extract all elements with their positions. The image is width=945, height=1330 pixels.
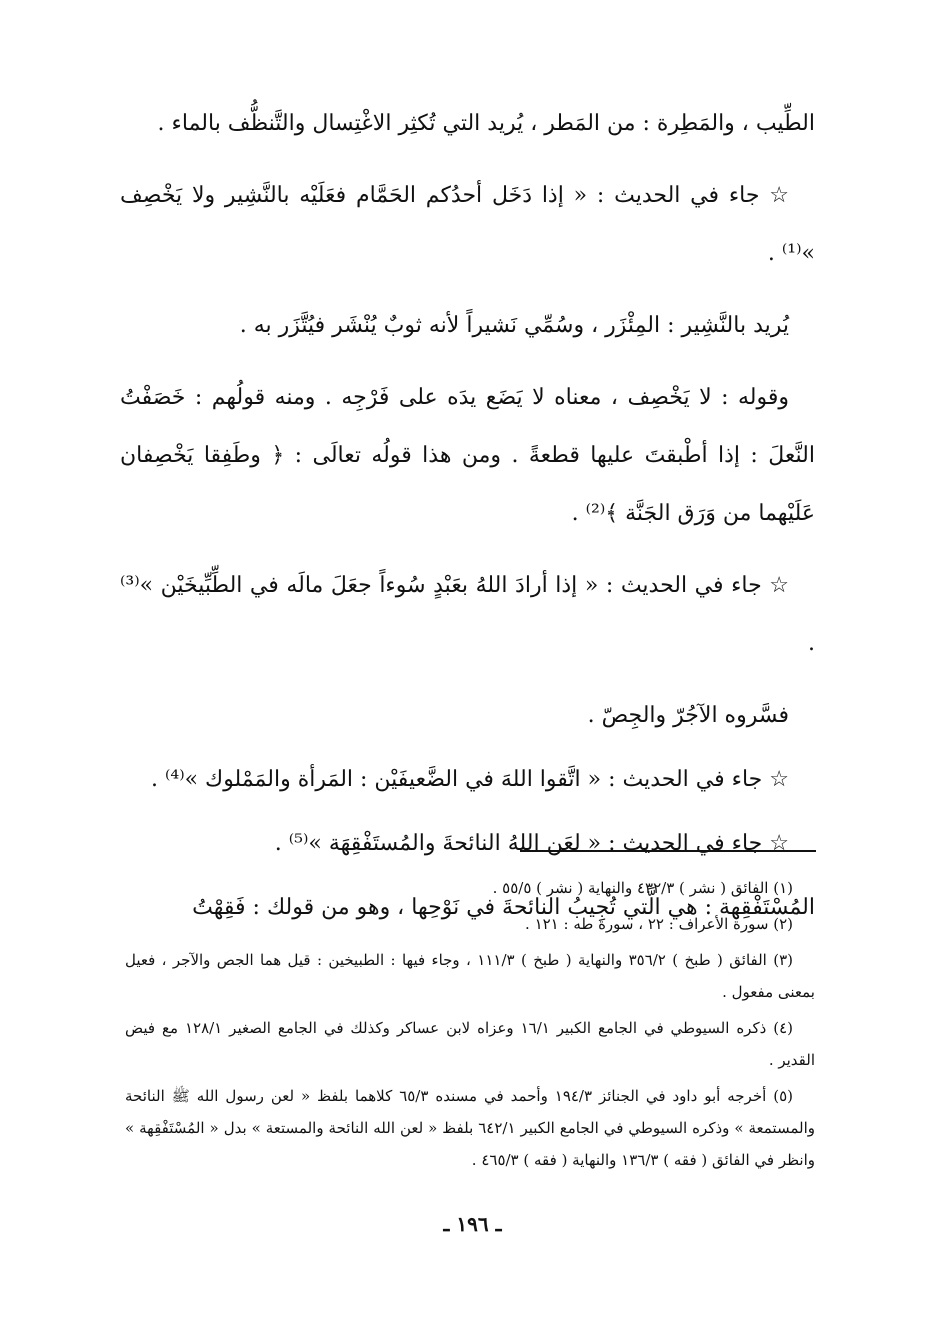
paragraph: يُريد بالنَّشِير : المِئْزَر ، وسُمِّي نَشيراً لأنه ثوبٌ يُنْشَر فيُتَّزَر به . <box>239 313 789 338</box>
footnote: (١) الفائق ( نشر ) ٤٣٢/٣ والنهاية ( نشر ) ٥٥/٥ . <box>492 879 793 897</box>
paragraph: ☆ جاء في الحديث : « إذا أرادَ اللهُ بعَبْدٍ سُوءاً جعَلَ مالَه في الطِّبِّيخَيْن »⁽³⁾ . <box>120 573 815 656</box>
paragraph: ☆ جاء في الحديث : « اتَّقوا اللهَ في الضَّعيفَيْن : المَرأة والمَمْلوك »⁽⁴⁾ . <box>150 767 789 792</box>
page-number: ـ ١٩٦ ـ <box>443 1212 502 1236</box>
main-text <box>120 95 815 951</box>
paragraph: الطِّيب ، والمَطِرة : من المَطر ، يُريد التي تُكثِر الاغْتِسال والتَّنظُّف بالماء . <box>157 111 815 136</box>
footnote: (٤) ذكره السيوطي في الجامع الكبير ١٦/١ وعزاه لابن عساكر وكذلك في الجامع الصغير ١٢٨/١ مع فيض القدير . <box>125 1019 815 1069</box>
paragraph: ☆ جاء في الحديث : « لعَن اللهُ النائحةَ والمُستَفْقِهَة »⁽⁵⁾ . <box>274 831 789 856</box>
footnote: (٢) سورة الأعراف : ٢٢ ، سورة طه : ١٢١ . <box>525 915 793 933</box>
footnote: (٥) أخرجه أبو داود في الجنائز ١٩٤/٣ وأحمد في مسنده ٦٥/٣ كلاهما بلفظ « لعن رسول الله ﷺ النائحة والمستمعة » وذكره السيوطي في الجامع الكبير ٦٤٢/١ بلفظ « لعن الله النائحة والمستعة » بدل « المُسْتَفْقِهة » وانظر في الفائق ( فقه ) ١٣٦/٣ والنهاية ( فقه ) ٤٦٥/٣ . <box>125 1087 815 1169</box>
paragraph: وقوله : لا يَخْصِف ، معناه لا يَضَع يدَه على فَرْجِه . ومنه قولُهم : خَصَفْتُ النَّعلَ : إذا أطْبقتَ عليها قطعةً . ومن هذا قولُه تعالَى : ﴿ وطَفِقا يَخْصِفان عَلَيْهما من وَرَق الجَنَّة ﴾⁽²⁾ . <box>120 385 815 526</box>
main-text-body <box>120 95 815 937</box>
footnote: (٣) الفائق ( طبخ ) ٣٥٦/٢ والنهاية ( طبخ ) ١١١/٣ ، وجاء فيها : الطبيخين : قيل هما الجص والآجر ، فعيل بمعنى مفعول . <box>125 951 815 1001</box>
paragraph: المُسْتَفْقِهة : هي الَّتي تُجِيبُ النائحةَ في نَوْحِها ، وهو من قولك : فَقِهْتُ <box>192 895 815 920</box>
footnotes <box>125 872 815 1180</box>
paragraph: فسَّروه الآجُرّ والجِصّ . <box>587 703 789 728</box>
footnote-divider <box>520 850 816 852</box>
paragraph: ☆ جاء في الحديث : « إذا دَخَل أحدُكم الحَمَّام فعَلَيْه بالنَّشِير ولا يَخْصِف »⁽¹⁾ . <box>120 183 815 266</box>
